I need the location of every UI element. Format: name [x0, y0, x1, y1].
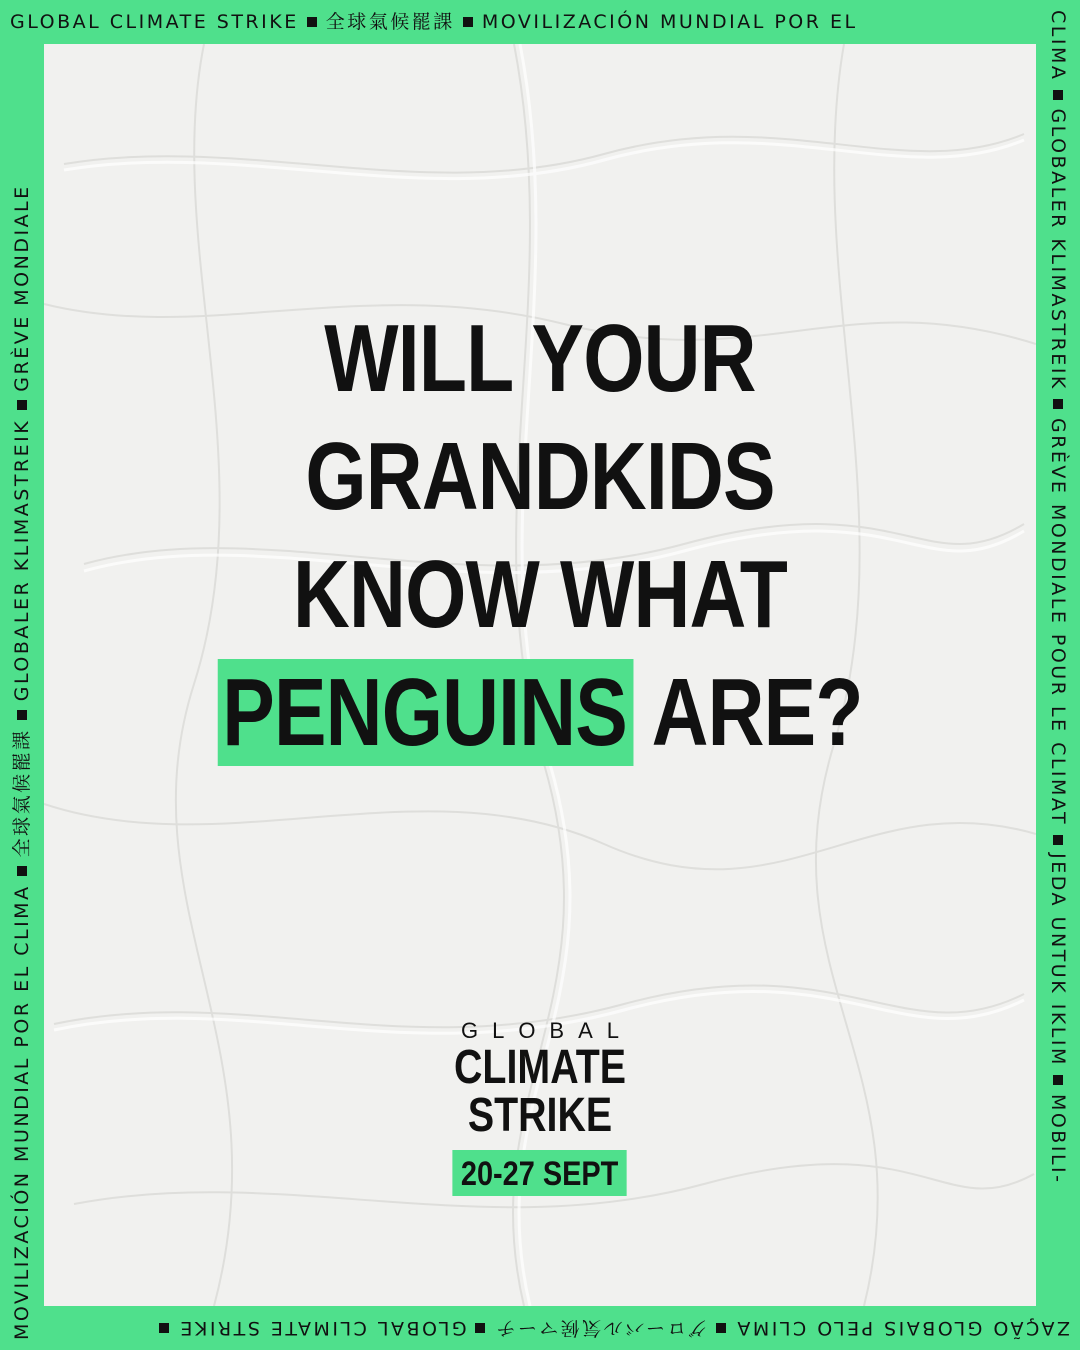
- border-phrase: 全球氣候罷課: [325, 11, 455, 33]
- logo-strike-text: STRIKE: [467, 1089, 613, 1142]
- headline-line-1: WILL YOUR: [324, 305, 756, 412]
- separator-square-icon: [1053, 90, 1063, 100]
- border-phrase: MOVILIZACIÓN MUNDIAL POR EL CLIMA: [11, 884, 33, 1340]
- separator-square-icon: [1053, 835, 1063, 845]
- border-bottom-text: [159, 1317, 1070, 1339]
- separator-square-icon: [475, 1323, 485, 1333]
- event-dates-badge: 20-27 SEPT: [453, 1150, 627, 1196]
- border-phrase: JEDA UNTUK IKLIM: [1047, 853, 1069, 1067]
- border-top-text: [10, 11, 858, 33]
- headline-line-4: [97, 654, 983, 772]
- separator-square-icon: [463, 17, 473, 27]
- border-phrase: GLOBALER KLIMASTREIK: [11, 418, 33, 702]
- border-phrase: ZAÇÃO GLOBAIS PELO CLIMA: [734, 1317, 1070, 1339]
- headline-line-4-rest: ARE?: [651, 659, 863, 766]
- headline-line-2: GRANDKIDS: [305, 423, 775, 530]
- global-climate-strike-logo: [0, 1018, 1080, 1196]
- border-phrase: GLOBAL CLIMATE STRIKE: [177, 1317, 467, 1339]
- logo-global-text: GLOBAL: [460, 1018, 634, 1043]
- border-phrase: 全球氣候罷課: [11, 728, 33, 858]
- border-phrase: グローバル気候マーチ: [493, 1317, 708, 1339]
- border-phrase: CLIMA: [1047, 10, 1069, 82]
- separator-square-icon: [17, 866, 27, 876]
- border-phrase: MOBILI-: [1047, 1093, 1069, 1185]
- border-phrase: GRÈVE MONDIALE: [11, 184, 33, 392]
- separator-square-icon: [716, 1323, 726, 1333]
- border-phrase: MOVILIZACIÓN MUNDIAL POR EL: [481, 11, 858, 33]
- separator-square-icon: [307, 17, 317, 27]
- border-phrase: GRÈVE MONDIALE POUR LE CLIMAT: [1047, 417, 1069, 827]
- border-phrase: GLOBAL CLIMATE STRIKE: [10, 11, 299, 33]
- highlighted-word: PENGUINS: [217, 659, 633, 766]
- border-phrase: GLOBALER KLIMASTREIK: [1047, 108, 1069, 391]
- headline: [0, 300, 1080, 772]
- separator-square-icon: [159, 1323, 169, 1333]
- logo-climate-text: CLIMATE: [454, 1041, 626, 1094]
- headline-line-3: KNOW WHAT: [293, 541, 787, 648]
